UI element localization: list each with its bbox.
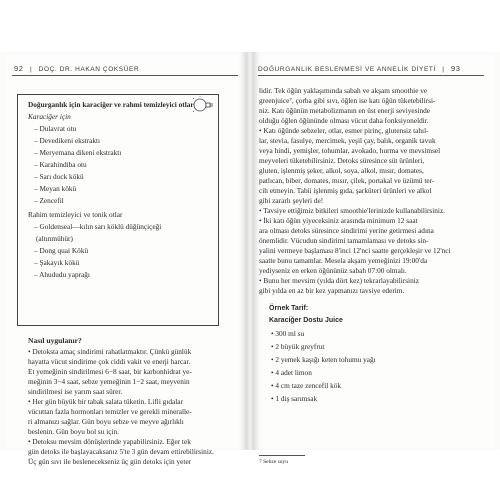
body-line: sindirilmesi ise yarım saat sürer.	[28, 387, 123, 396]
womb-heading: Rahim temizleyici ve tonik otlar	[28, 210, 123, 219]
left-page	[6, 52, 246, 466]
body-line: veya hindi, yemişler, tohumlar, avokado, hurma ve mevsimsel	[259, 146, 441, 155]
body-line: hayatta vücut sindirime çok ciddi vakit ve enerji harcar.	[28, 357, 191, 366]
liver-item: – Zencefil	[34, 196, 64, 205]
body-line: meyveleri tüketebilirsiniz. Detoks süresince süt ürünleri,	[259, 156, 425, 165]
liver-item: – Meryemana dikeni ekstraktı	[34, 148, 122, 157]
left-author: DOÇ. DR. HAKAN ÇOKSÜER	[38, 66, 140, 73]
body-line: yalini vermeye başlaması 8'inci 12'nci saatte gerçekleşir ve 12'nci	[259, 246, 451, 255]
section-heading: Nasıl uygulanır?	[28, 336, 82, 345]
recipe-item: • 4 adet limon	[271, 368, 312, 377]
liver-heading: Karaciğer için	[28, 112, 71, 121]
body-line: olduğu öğlen öğününde olması vücut daha fonksiyoneldir.	[259, 116, 429, 125]
right-running-head: DOĞURGANLIK BESLENMESİ VE ANNELİK DİYETİ | 93	[258, 64, 461, 73]
book-spread	[0, 52, 500, 466]
recipe-item: • 1 diş sarımsak	[271, 394, 318, 403]
body-line: yediyseniz en erken öğününüz sabah 07:00 olmalı.	[259, 266, 407, 275]
body-line: beslenin. Gün boyu bol su için.	[28, 427, 120, 436]
liver-item: – Meyan kökü	[34, 184, 77, 193]
liver-item: – Dulavrat otu	[34, 124, 77, 133]
body-line: • Tavsiye ettiğimiz bitkileri smoothie'lerinizde kullanabilirsiniz.	[259, 206, 446, 215]
recipe-title: Karaciğer Dostu Juice	[269, 317, 343, 324]
body-line: Et yemeğinin sindirilmesi 6−8 saat, bir karbonhidrat ye-	[28, 367, 192, 376]
body-line: gün detoks ile başlayacaksanız 5'te 3 gün devam ettirebilirsiniz.	[28, 447, 214, 456]
recipe-item: • 300 ml su	[271, 329, 305, 338]
book-gutter	[246, 52, 254, 450]
body-line: vücuttan fazla hormonları temizler ve gerekli mineralle-	[28, 407, 192, 416]
body-line: greenjuice⁷, çorba gibi sıvı, öğlen ise katı öğün tüketebilirsi-	[259, 96, 436, 105]
footnote-rule	[259, 455, 305, 456]
right-page	[254, 52, 494, 465]
body-line: gibi yılda en az bir kez yapmanızı tavsiye ederim.	[259, 286, 405, 295]
left-running-head: 92 | DOÇ. DR. HAKAN ÇOKSÜER	[14, 64, 140, 73]
liver-item: – Karahindiba otu	[34, 160, 87, 169]
recipe-item: • 4 cm taze zencefil kök	[271, 381, 342, 390]
left-header-rule	[12, 75, 238, 76]
body-line: niz. Katı öğünün metabolizmanın en üst enerji seviyesinde	[259, 106, 431, 115]
liver-item: – Sarı dock kökü	[34, 172, 84, 181]
body-line: ara olması detoks süresince sindirimi yerine getirmesi adına	[259, 226, 434, 235]
body-line: lidir. Tek öğün yaklaşımında sabah ve akşam smoothie ve	[259, 86, 428, 95]
recipe-heading: Örnek Tarif:	[269, 305, 309, 312]
left-page-number: 92	[14, 64, 24, 73]
body-line: saatte bunu tamamlar. Mesela akşam yemeğinizi 19:00'da	[259, 256, 428, 265]
body-line: cih etmeyin. Tabii işlenmiş gıda, şarküteri ürünleri ve alkol	[259, 186, 432, 195]
body-line: • Detoksta amaç sindirimi rahatlatmaktır. Çünkü günlük	[28, 347, 192, 356]
womb-item: – Dong quai Kökü	[34, 246, 89, 255]
footnote: 7 Sebze suyu	[259, 459, 289, 465]
liver-item: – Devedikeni ekstraktı	[34, 136, 101, 145]
body-line: meğinin 3−4 saat, sebze yemeğinin 1−2 saat, meyvenin	[28, 377, 190, 386]
womb-item: – Goldenseal—kılın sarı köklü düğünçiçeği	[34, 222, 162, 231]
right-title: DOĞURGANLIK BESLENMESİ VE ANNELİK DİYETİ	[258, 66, 436, 73]
body-line: gibi zararlı şeyleri de!	[259, 196, 324, 205]
body-line: • Her gün büyük bir tabak salata tüketin. Lifli gıdalar	[28, 397, 183, 406]
body-line: patlıcan, biber, domates, mısır, çilek, portakal ve üzümü ter-	[259, 176, 435, 185]
body-line: Üç gün sıvı ile beslenecekseniz üç gün detoks için yeter	[28, 457, 192, 466]
body-line: gluten, işlenmiş şeker, alkol, soya, alkol, mısır, domates,	[259, 166, 424, 175]
box-title: Doğurganlık için karaciğer ve rahmi temizleyici otlar	[28, 100, 194, 109]
body-line: ri almanızı sağlar. Gün boyu sebze ve meyve ağırlıklı	[28, 417, 184, 426]
body-line: • Bunu her mevsim (yılda dört kez) tekrarlayabilirsiniz	[259, 276, 419, 285]
body-line: • Detoksu mevsim dönüşlerinde yapabilirsiniz. Eğer tek	[28, 437, 191, 446]
womb-item: – Şakayık kökü	[34, 258, 80, 267]
recipe-item: • 2 büyük greyfrut	[271, 342, 325, 351]
right-page-number: 93	[451, 64, 461, 73]
lightbulb-icon	[192, 96, 214, 114]
womb-item: – Ahududu yaprağı	[34, 270, 90, 279]
right-header-rule	[258, 75, 484, 76]
body-line: • Katı öğünde sebzeler, otlar, esmer pirinç, glutensiz tahıl-	[259, 126, 429, 135]
recipe-item: • 2 yemek kaşığı keten tohumu yağı	[271, 355, 376, 364]
body-line: • İki katı öğün yiyeceksiniz arasında minimum 12 saat	[259, 216, 418, 225]
womb-item: (altınmühür)	[36, 234, 73, 243]
body-line: lar, stevia, fasulye, mercimek, yeşil çay, balık, organik tavuk	[259, 136, 436, 145]
body-line: önemlidir. Vücudun sindirimi tamamlaması ve detoks sin-	[259, 236, 429, 245]
